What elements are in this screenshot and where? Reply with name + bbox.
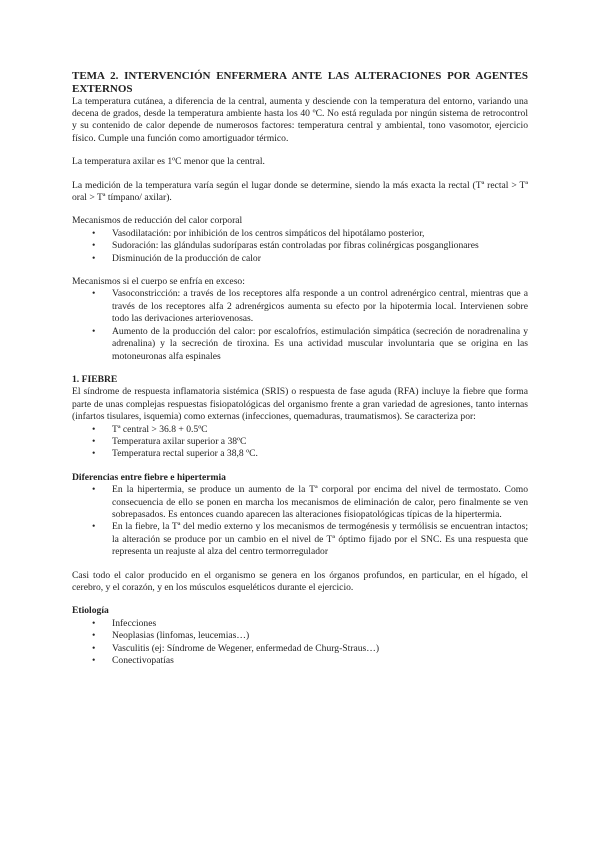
list-item: • Temperatura axilar superior a 38ºC xyxy=(112,436,528,448)
page-title: TEMA 2. INTERVENCIÓN ENFERMERA ANTE LAS ALTERACIONES POR AGENTES EXTERNOS xyxy=(72,70,528,95)
document-page xyxy=(72,70,528,667)
list-item: • Temperatura rectal superior a 38,8 ºC. xyxy=(112,448,528,460)
axilar-paragraph: La temperatura axilar es 1ºC menor que la central. xyxy=(72,156,265,168)
list-item: • Aumento de la producción del calor: por escalofríos, estimulación simpática (secreción de noradrenalina y adrenalina) y la secreción de tiroxina. Es una actividad muscular involuntaria que se origina en las motoneuronas alfa espinales xyxy=(112,326,528,363)
reduccion-list xyxy=(72,228,528,265)
enfria-list xyxy=(72,288,528,362)
medicion-paragraph: La medición de la temperatura varía según el lugar donde se determine, siendo la más exacta la rectal (Tª rectal > Tª oral > Tª tímpano/ axilar). xyxy=(72,179,528,204)
list-item: • Tª central > 36.8 + 0.5ºC xyxy=(112,424,528,436)
calor-paragraph: Casi todo el calor producido en el organismo se genera en los órganos profundos, en particular, en el hígado, el cerebro, y el corazón, y en los músculos esqueléticos durante el ejercicio. xyxy=(72,569,528,593)
list-item: • En la hipertermia, se produce un aumento de la Tª corporal por encima del nivel de termostato. Como consecuencia de ello se ponen en marcha los mecanismos de eliminación de calor, pero finalmente se ven sobrepasados. Es entonces cuando aparecen las alteraciones fisiopatológicas típicas de la hipertermia. xyxy=(112,484,528,521)
fiebre-heading: 1. FIEBRE xyxy=(72,373,118,385)
fiebre-list xyxy=(72,424,528,461)
etiologia-heading: Etiología xyxy=(72,605,109,617)
diferencias-heading: Diferencias entre fiebre e hipertermia xyxy=(72,471,226,483)
list-item: • Disminución de la producción de calor xyxy=(112,253,528,265)
list-item: • Sudoración: las glándulas sudoríparas están controladas por fibras colinérgicas posganglionares xyxy=(112,240,528,252)
list-item: • Infecciones xyxy=(112,618,528,630)
intro-paragraph: La temperatura cutánea, a diferencia de la central, aumenta y desciende con la temperatura del entorno, variando una decena de grados, desde la temperatura ambiente hasta los 40 ºC. No está regulada por ningún sistema de retrocontrol y su contenido de calor depende de numerosos factores: temperatura central y ambiental, tono vasomotor, ejercicio físico. Cumple una función como amortiguador térmico. xyxy=(72,95,528,144)
list-item: • Conectivopatías xyxy=(112,655,528,667)
list-item: • Neoplasias (linfomas, leucemias…) xyxy=(112,630,528,642)
diferencias-list xyxy=(72,484,528,558)
list-item: • Vasoconstricción: a través de los receptores alfa responde a un control adrenérgico central, mientras que a través de los receptores alfa 2 adrenérgicos aumenta su efecto por la hipotermia local. Intervienen sobre todo las derivaciones arteriovenosas. xyxy=(112,288,528,325)
list-item: • En la fiebre, la Tª del medio externo y los mecanismos de termogénesis y termólisis se encuentran intactos; la alteración se produce por un cambio en el nivel de Tª óptimo fijado por el SNC. Es una respuesta que representa un reajuste al alza del centro termorregulador xyxy=(112,521,528,558)
etiologia-list xyxy=(72,618,528,668)
reduccion-heading: Mecanismos de reducción del calor corporal xyxy=(72,215,243,227)
fiebre-paragraph: El síndrome de respuesta inflamatoria sistémica (SRIS) o respuesta de fase aguda (RFA) incluye la fiebre que forma parte de unas complejas respuestas fisiopatológicas del organismo frente a gran variedad de agresiones, tanto internas (infartos tisulares, isquemia) como externas (infecciones, quemaduras, traumatismos). Se caracteriza por: xyxy=(72,386,528,423)
list-item: • Vasodilatación: por inhibición de los centros simpáticos del hipotálamo posterior, xyxy=(112,228,528,240)
enfria-heading: Mecanismos si el cuerpo se enfría en exceso: xyxy=(72,276,245,288)
list-item: • Vasculitis (ej: Síndrome de Wegener, enfermedad de Churg-Straus…) xyxy=(112,643,528,655)
